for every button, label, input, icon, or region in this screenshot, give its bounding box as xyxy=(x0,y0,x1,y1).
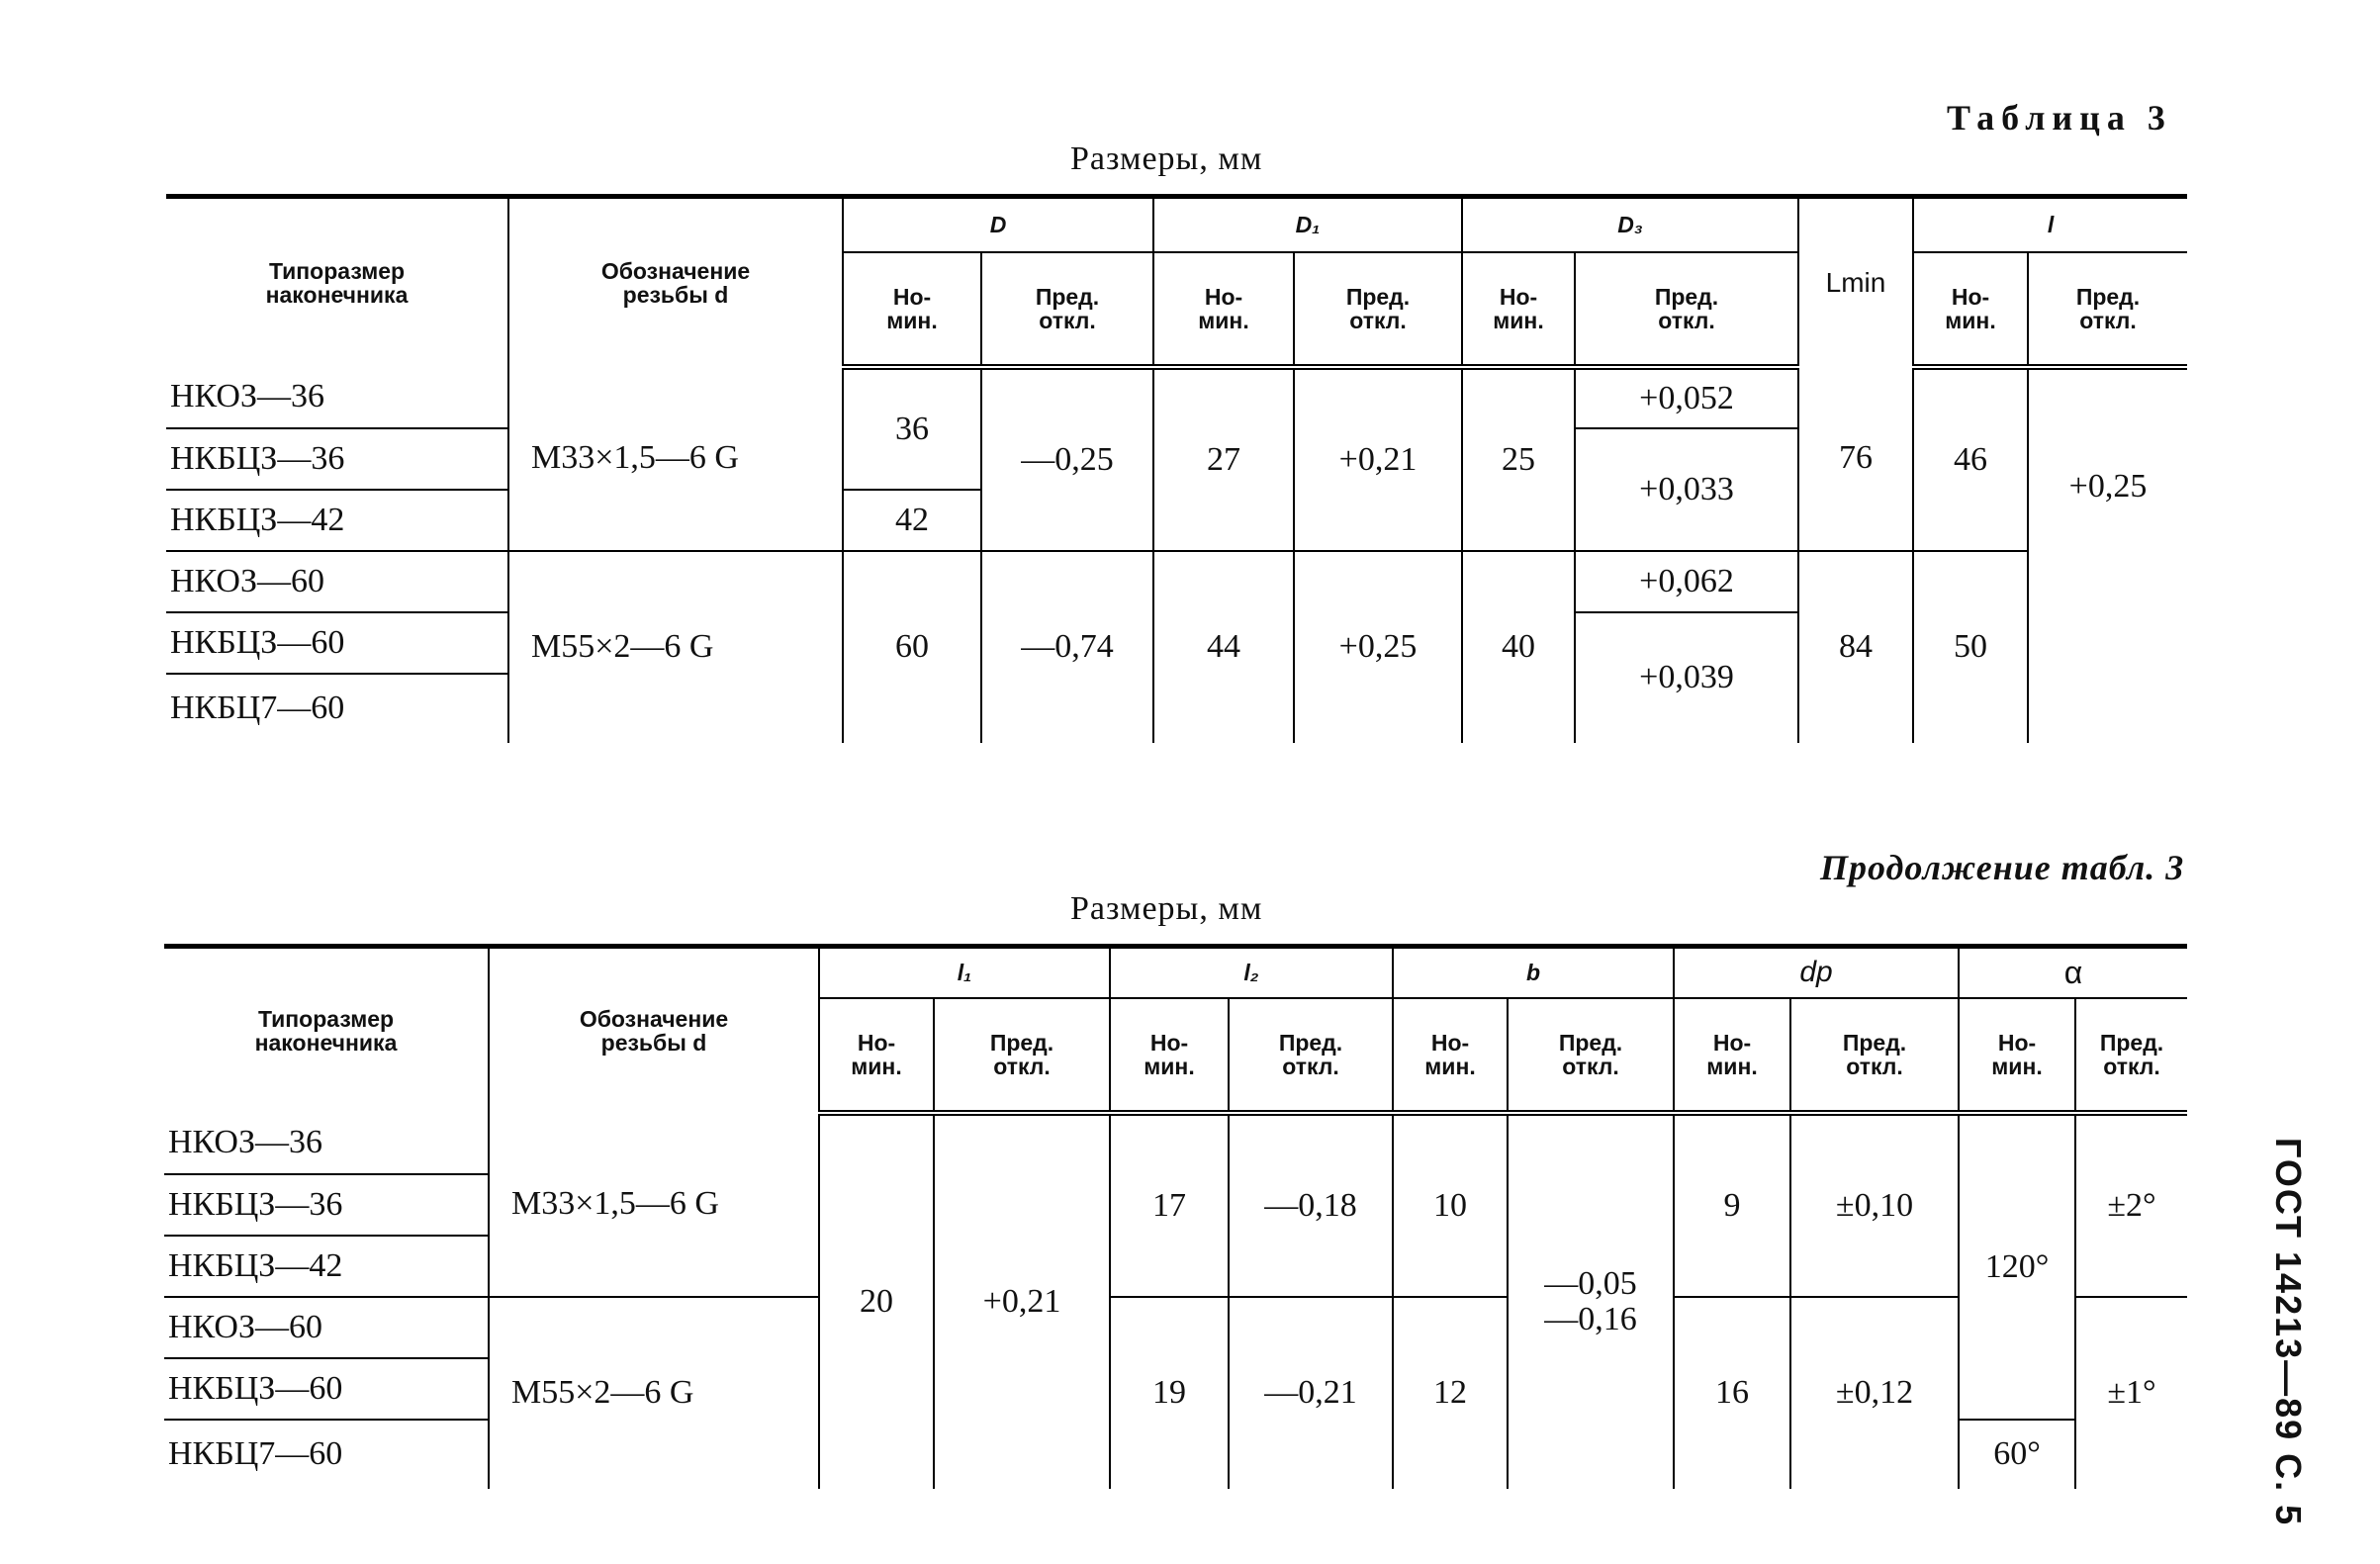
t2-dp-dev-b: ±0,12 xyxy=(1790,1297,1959,1489)
t2-alpha-dev-b: ±1° xyxy=(2075,1297,2187,1489)
nom-l1: Но- xyxy=(1997,1029,2037,1056)
dev-l2: откл. xyxy=(993,1053,1051,1079)
table2-caption: Продолжение табл. 3 xyxy=(1820,848,2185,887)
t2-h-thread xyxy=(489,947,819,1113)
t1-row-name: НКБЦЗ—42 xyxy=(166,490,508,551)
t2-row-name: НКБЦ7—60 xyxy=(168,1435,343,1472)
t1-g1-Lmin: 76 xyxy=(1798,367,1913,551)
nom-l1: Но- xyxy=(1430,1029,1470,1056)
t2-h-thread-l1: Обозначение xyxy=(579,1005,729,1032)
dev-l1: Пред. xyxy=(1842,1029,1907,1056)
t1-g1-D3-nom: 25 xyxy=(1462,367,1575,551)
t1-g2-thread: M55×2—6 G xyxy=(508,551,843,743)
t2-dp-nom-b: 16 xyxy=(1674,1297,1790,1489)
t2-dp-nom-a: 9 xyxy=(1674,1113,1790,1297)
nom-l1: Но- xyxy=(857,1029,896,1056)
t2-h-b-nom xyxy=(1393,998,1508,1113)
t1-g1-l-nom: 46 xyxy=(1913,367,2028,551)
t1-g2-D1-dev: +0,25 xyxy=(1294,551,1462,743)
t2-b-dev xyxy=(1508,1113,1674,1489)
t1-l-dev: +0,25 xyxy=(2028,367,2187,743)
t2-h-b-dev xyxy=(1508,998,1674,1113)
t2-row-name: НКБЦЗ—36 xyxy=(164,1174,489,1236)
dev-l2: откл. xyxy=(1282,1053,1339,1079)
dev-l1: Пред. xyxy=(1035,283,1100,310)
nom-l2: мин. xyxy=(1991,1053,2043,1079)
dev-l2: откл. xyxy=(1562,1053,1619,1079)
t1-h-thread xyxy=(508,197,843,367)
t2-row-name: НКОЗ—36 xyxy=(164,1113,489,1174)
t2-l1-nom: 20 xyxy=(819,1113,934,1489)
t2-h-dp-nom xyxy=(1674,998,1790,1113)
t1-g1-D-nom-b: 42 xyxy=(843,490,981,551)
dev-l1: Пред. xyxy=(1654,283,1719,310)
table1-caption: Таблица 3 xyxy=(1947,98,2172,138)
dev-l2: откл. xyxy=(1846,1053,1903,1079)
t2-h-l1-dev xyxy=(934,998,1110,1113)
t1-h-size-l2: наконечника xyxy=(265,281,409,308)
table2 xyxy=(164,944,2187,1489)
t1-g1-D3-dev-a: +0,052 xyxy=(1575,367,1798,428)
nom-l2: мин. xyxy=(1945,307,1996,333)
dev-l2: откл. xyxy=(2103,1053,2160,1079)
t1-g1-D1-dev: +0,21 xyxy=(1294,367,1462,551)
nom-l2: мин. xyxy=(1198,307,1249,333)
t2-alpha-dev-a: ±2° xyxy=(2075,1113,2187,1297)
t2-h-b: b xyxy=(1393,947,1674,998)
t1-h-D3: D₃ xyxy=(1462,197,1798,252)
t1-g2-D-dev: —0,74 xyxy=(981,551,1153,743)
t2-row-name: НКБЦЗ—42 xyxy=(164,1236,489,1297)
table1 xyxy=(166,194,2187,743)
nom-l2: мин. xyxy=(851,1053,902,1079)
dev-l1: Пред. xyxy=(989,1029,1054,1056)
t2-thread-a: M33×1,5—6 G xyxy=(489,1113,819,1297)
t2-b-dev-a: —0,05 xyxy=(1544,1265,1637,1302)
t2-alpha-nom-b: 60° xyxy=(1959,1420,2075,1489)
t2-h-l2-dev xyxy=(1229,998,1393,1113)
dev-l2: откл. xyxy=(2079,307,2137,333)
nom-l1: Но- xyxy=(1149,1029,1189,1056)
t2-dp-dev-a: ±0,10 xyxy=(1790,1113,1959,1297)
t1-h-D-dev xyxy=(981,252,1153,367)
t2-h-l1: l₁ xyxy=(819,947,1110,998)
nom-l2: мин. xyxy=(1144,1053,1195,1079)
t2-b-dev-b: —0,16 xyxy=(1544,1301,1637,1337)
nom-l2: мин. xyxy=(886,307,938,333)
t2-row-name: НКОЗ—60 xyxy=(164,1297,489,1358)
t1-h-size-l1: Типоразмер xyxy=(268,257,406,284)
t2-h-thread-l2: резьбы d xyxy=(600,1029,707,1056)
t1-h-D: D xyxy=(843,197,1153,252)
t1-g1-thread: M33×1,5—6 G xyxy=(508,367,843,551)
t1-h-l-dev xyxy=(2028,252,2187,367)
dev-l2: откл. xyxy=(1658,307,1715,333)
dev-l1: Пред. xyxy=(1558,1029,1623,1056)
dev-l1: Пред. xyxy=(1345,283,1411,310)
t1-row-name: НКОЗ—36 xyxy=(166,367,508,428)
t2-h-size xyxy=(164,947,489,1113)
dev-l2: откл. xyxy=(1039,307,1096,333)
t2-b-nom-a: 10 xyxy=(1393,1113,1508,1297)
t1-g1-D1-nom: 27 xyxy=(1153,367,1294,551)
t1-g2-D1-nom: 44 xyxy=(1153,551,1294,743)
t1-h-Lmin: Lmin xyxy=(1798,197,1913,367)
t2-h-size-l2: наконечника xyxy=(254,1029,398,1056)
t2-thread-b: M55×2—6 G xyxy=(489,1297,819,1489)
t2-l2-nom-a: 17 xyxy=(1110,1113,1229,1297)
t2-h-alpha-nom xyxy=(1959,998,2075,1113)
t2-h-alpha: α xyxy=(1959,947,2187,998)
nom-l1: Но- xyxy=(892,283,932,310)
t2-h-l2-nom xyxy=(1110,998,1229,1113)
nom-l2: мин. xyxy=(1424,1053,1476,1079)
t1-row-name: НКБЦ7—60 xyxy=(170,690,345,726)
t2-row-name: НКБЦЗ—60 xyxy=(164,1358,489,1420)
dev-l2: откл. xyxy=(1349,307,1407,333)
t2-h-dp-dev xyxy=(1790,998,1959,1113)
t2-l2-dev-b: —0,21 xyxy=(1229,1297,1393,1489)
t1-h-D1: D₁ xyxy=(1153,197,1462,252)
nom-l1: Но- xyxy=(1204,283,1243,310)
gost-stamp: ГОСТ 14213—89 С. 5 xyxy=(2268,1138,2309,1527)
t2-h-dp: dр xyxy=(1674,947,1959,998)
dev-l1: Пред. xyxy=(2075,283,2141,310)
nom-l1: Но- xyxy=(1951,283,1990,310)
dev-l1: Пред. xyxy=(2099,1029,2164,1056)
t1-g1-D3-dev-b: +0,033 xyxy=(1575,428,1798,551)
t2-h-size-l1: Типоразмер xyxy=(257,1005,395,1032)
t1-row-name: НКОЗ—60 xyxy=(166,551,508,612)
nom-l1: Но- xyxy=(1499,283,1538,310)
t1-h-D1-dev xyxy=(1294,252,1462,367)
t2-alpha-nom-a: 120° xyxy=(1959,1113,2075,1420)
t1-h-D1-nom xyxy=(1153,252,1294,367)
t2-b-nom-b: 12 xyxy=(1393,1297,1508,1489)
t2-l2-nom-b: 19 xyxy=(1110,1297,1229,1489)
dev-l1: Пред. xyxy=(1278,1029,1343,1056)
t1-g2-D3-dev-b: +0,039 xyxy=(1575,612,1798,743)
nom-l1: Но- xyxy=(1712,1029,1752,1056)
t1-h-l: l xyxy=(1913,197,2187,252)
t1-h-D-nom xyxy=(843,252,981,367)
t1-row-name: НКБЦЗ—36 xyxy=(166,428,508,490)
t1-g2-l-nom: 50 xyxy=(1913,551,2028,743)
t1-g2-D-nom: 60 xyxy=(843,551,981,743)
t1-h-thread-l2: резьбы d xyxy=(622,281,729,308)
t1-h-D3-nom xyxy=(1462,252,1575,367)
t1-g2-D3-nom: 40 xyxy=(1462,551,1575,743)
t2-l1-dev: +0,21 xyxy=(934,1113,1110,1489)
t1-g1-D-nom-a: 36 xyxy=(843,367,981,490)
t1-g2-Lmin: 84 xyxy=(1798,551,1913,743)
t1-g1-D-dev: —0,25 xyxy=(981,367,1153,551)
t1-h-D3-dev xyxy=(1575,252,1798,367)
t2-h-l2: l₂ xyxy=(1110,947,1393,998)
nom-l2: мин. xyxy=(1706,1053,1758,1079)
t1-h-l-nom xyxy=(1913,252,2028,367)
table1-units: Размеры, мм xyxy=(1070,140,1263,177)
t2-h-l1-nom xyxy=(819,998,934,1113)
t2-h-alpha-dev xyxy=(2075,998,2187,1113)
t1-h-size xyxy=(166,197,508,367)
t1-g2-D3-dev-a: +0,062 xyxy=(1575,551,1798,612)
t2-l2-dev-a: —0,18 xyxy=(1229,1113,1393,1297)
t1-row-name: НКБЦЗ—60 xyxy=(166,612,508,674)
table2-units: Размеры, мм xyxy=(1070,890,1263,927)
nom-l2: мин. xyxy=(1493,307,1544,333)
t1-h-thread-l1: Обозначение xyxy=(600,257,751,284)
